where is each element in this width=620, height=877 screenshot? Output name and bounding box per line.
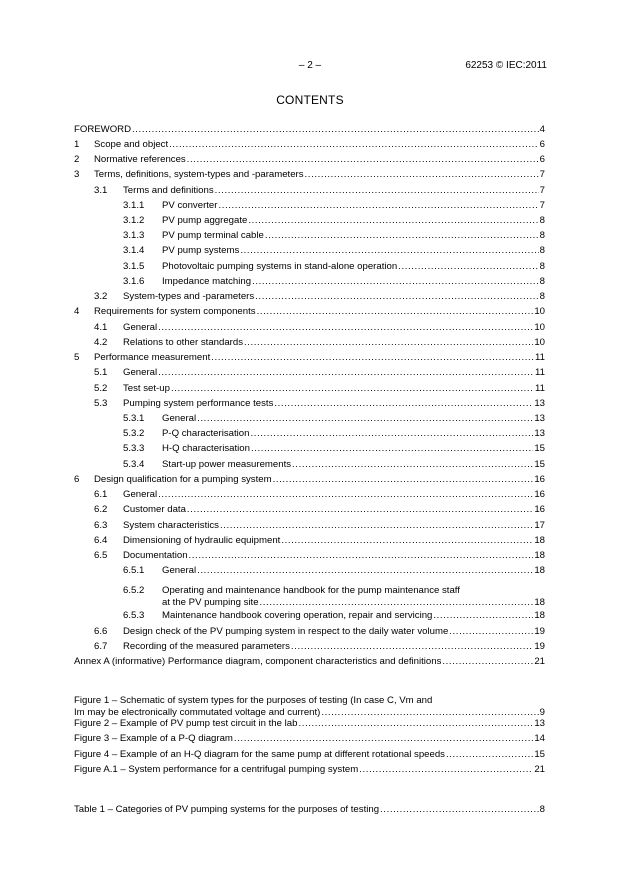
dot-leader [250,428,533,440]
toc-entry-page: 18 [534,610,545,621]
toc-entry-page: 7 [539,169,545,180]
dot-leader [171,383,534,395]
toc-entry-title: Recording of the measured parameters [123,641,290,652]
toc-entry-title: Terms and definitions [123,185,214,196]
toc-entry-title: Photovoltaic pumping systems in stand-alone operation [162,261,398,272]
toc-entry[interactable] [74,169,545,181]
toc-entry-page: 16 [534,489,545,500]
toc-entry-number: 3 [74,169,80,180]
dot-leader [265,230,539,242]
toc-entry-number: 3.1.3 [123,230,145,241]
toc-entry-title: P-Q characterisation [162,428,250,439]
toc-entry-page: 16 [534,504,545,515]
toc-entry-title: Start-up power measurements [162,459,292,470]
toc-entry-title: Normative references [94,154,186,165]
toc-entry[interactable] [123,276,545,288]
dot-leader [158,367,534,379]
toc-entry-number: 3.1.4 [123,245,145,256]
toc-entry[interactable] [94,504,545,516]
toc-entry[interactable] [123,245,545,257]
toc-entry-number: 6.2 [94,504,108,515]
toc-entry-number: 2 [74,154,80,165]
toc-entry-page: 10 [534,337,545,348]
figure-entry[interactable] [74,695,545,719]
toc-entry[interactable] [123,585,545,609]
toc-entry-title: Documentation [123,550,188,561]
figure-entry-title: Figure A.1 – System performance for a centrifugal pumping system [74,764,359,775]
toc-entry[interactable] [123,261,545,273]
dot-leader [380,804,539,816]
dot-leader [244,337,533,349]
toc-entry-number: 6.7 [94,641,108,652]
toc-entry-page: 8 [539,215,545,226]
toc-entry[interactable] [94,367,545,379]
contents-title: CONTENTS [276,93,344,107]
dot-leader [197,413,533,425]
dot-leader [359,764,533,776]
toc-entry-number: 6.1 [94,489,108,500]
toc-entry-page: 21 [534,656,545,667]
page-number: – 2 – [298,60,322,71]
dot-leader [305,169,539,181]
toc-entry-title: Performance measurement [94,352,211,363]
dot-leader [240,245,538,257]
toc-entry[interactable] [123,230,545,242]
toc-entry[interactable] [74,656,545,668]
toc-entry-page: 8 [539,291,545,302]
toc-entry-title: PV converter [162,200,218,211]
toc-entry-title: System-types and -parameters [123,291,255,302]
table-entry-page: 8 [539,804,545,815]
toc-entry[interactable] [123,200,545,212]
toc-entry[interactable] [94,535,545,547]
toc-entry-page: 6 [539,154,545,165]
toc-entry-page: 18 [534,597,545,608]
toc-entry-number: 3.1 [94,185,108,196]
toc-entry-number: 5.2 [94,383,108,394]
toc-entry-page: 8 [539,230,545,241]
toc-entry-number: 3.1.5 [123,261,145,272]
toc-entry-title: General [123,322,158,333]
toc-entry-number: 5.3.3 [123,443,145,454]
dot-leader [433,610,533,622]
toc-entry-title: Design qualification for a pumping system [94,474,272,485]
toc-entry-page: 13 [534,428,545,439]
figure-entry[interactable] [74,764,545,776]
dot-leader [446,749,533,761]
toc-entry[interactable] [123,610,545,622]
toc-entry[interactable] [94,383,545,395]
toc-entry[interactable] [123,443,545,455]
dot-leader [449,626,533,638]
dot-leader [158,489,533,501]
toc-entry-title: General [162,565,197,576]
toc-entry-page: 19 [534,641,545,652]
table-entry-title: Table 1 – Categories of PV pumping systems for the purposes of testing [74,804,380,815]
toc-entry-number: 5.3.4 [123,459,145,470]
dot-leader [189,550,534,562]
figure-entry[interactable] [74,749,545,761]
toc-entry-page: 6 [539,139,545,150]
toc-entry-title: Design check of the PV pumping system in respect to the daily water volume [123,626,449,637]
toc-entry-number: 3.1.6 [123,276,145,287]
dot-leader [215,185,539,197]
toc-entry[interactable] [94,641,545,653]
toc-entry-page: 7 [539,200,545,211]
toc-entry-page: 19 [534,626,545,637]
dot-leader [292,459,533,471]
toc-entry-number: 5.1 [94,367,108,378]
dot-leader [442,656,533,668]
figure-entry[interactable] [74,733,545,745]
toc-entry-number: 4.2 [94,337,108,348]
figure-entry-page: 13 [534,718,545,729]
toc-entry-title: Maintenance handbook covering operation, repair and servicing [162,610,433,621]
toc-entry[interactable] [94,185,545,197]
dot-leader [218,200,538,212]
figure-entry-page: 21 [534,764,545,775]
toc-entry-page: 10 [534,322,545,333]
toc-entry[interactable] [123,215,545,227]
toc-entry-number: 3.1.1 [123,200,145,211]
dot-leader [252,276,539,288]
toc-entry[interactable] [74,154,545,166]
toc-entry-title: PV pump terminal cable [162,230,264,241]
toc-entry-page: 16 [534,474,545,485]
toc-entry-title: Annex A (informative) Performance diagram, component characteristics and definitions [74,656,442,667]
dot-leader [274,398,533,410]
dot-leader [211,352,534,364]
toc-entry-number: 4.1 [94,322,108,333]
toc-entry-page: 18 [534,565,545,576]
dot-leader [251,443,533,455]
figure-entry-title: Im may be electronically commutated voltage and current) [74,707,321,718]
toc-entry-title: FOREWORD [74,124,132,135]
figure-entry-title-line1: Figure 1 – Schematic of system types for the purposes of testing (In case C, Vm and [74,695,433,706]
toc-entry-page: 7 [539,185,545,196]
toc-entry-title: General [123,489,158,500]
toc-entry-number: 6.4 [94,535,108,546]
toc-entry-page: 4 [539,124,545,135]
toc-entry-page: 11 [535,367,545,378]
toc-entry[interactable] [123,428,545,440]
toc-entry[interactable] [74,352,545,364]
toc-entry[interactable] [94,398,545,410]
toc-entry[interactable] [123,565,545,577]
toc-entry[interactable] [123,459,545,471]
toc-entry-page: 11 [535,352,545,363]
toc-entry-title: H-Q characterisation [162,443,250,454]
dot-leader [291,641,533,653]
toc-entry[interactable] [74,124,545,136]
toc-entry[interactable] [94,550,545,562]
toc-entry-number: 6.3 [94,520,108,531]
dot-leader [255,291,538,303]
dot-leader [281,535,533,547]
toc-entry[interactable] [123,413,545,425]
toc-entry-page: 15 [534,443,545,454]
figure-entry-title: Figure 4 – Example of an H-Q diagram for the same pump at different rotational speeds [74,749,445,760]
toc-entry-title: Dimensioning of hydraulic equipment [123,535,281,546]
dot-leader [187,154,539,166]
toc-entry-page: 15 [534,459,545,470]
toc-entry-page: 18 [534,535,545,546]
toc-entry-title: at the PV pumping site [162,597,259,608]
toc-entry[interactable] [74,306,545,318]
toc-entry-title: Customer data [123,504,186,515]
toc-entry-title: Requirements for system components [94,306,256,317]
toc-entry-number: 6.5.3 [123,610,145,621]
figure-entry-page: 15 [534,749,545,760]
toc-entry-title: Scope and object [94,139,169,150]
table-entry[interactable] [74,804,545,816]
figure-entry[interactable] [74,718,545,730]
toc-entry[interactable] [94,291,545,303]
toc-entry-title: General [123,367,158,378]
toc-entry-title: Relations to other standards [123,337,243,348]
toc-entry[interactable] [94,626,545,638]
toc-entry-number: 3.2 [94,291,108,302]
figure-entry-page: 14 [534,733,545,744]
toc-entry-number: 6.5 [94,550,108,561]
toc-entry-page: 11 [535,383,545,394]
toc-entry-number: 6 [74,474,80,485]
toc-entry-number: 5 [74,352,80,363]
toc-entry-number: 3.1.2 [123,215,145,226]
toc-entry-page: 17 [534,520,545,531]
dot-leader [260,597,534,609]
dot-leader [187,504,533,516]
toc-entry-number: 5.3.2 [123,428,145,439]
figure-entry-page: 9 [539,707,545,718]
dot-leader [248,215,538,227]
toc-entry-title: Test set-up [123,383,170,394]
toc-entry-title: Terms, definitions, system-types and -parameters [94,169,304,180]
toc-entry-title: PV pump aggregate [162,215,248,226]
toc-entry-title: General [162,413,197,424]
toc-entry-title: System characteristics [123,520,219,531]
toc-entry-title-line1: Operating and maintenance handbook for the pump maintenance staff [162,585,460,596]
dot-leader [197,565,533,577]
toc-entry-page: 8 [539,245,545,256]
toc-entry[interactable] [74,139,545,151]
toc-entry-number: 5.3.1 [123,413,145,424]
toc-entry-number: 6.5.2 [123,585,145,596]
dot-leader [298,718,533,730]
figure-entry-title: Figure 2 – Example of PV pump test circuit in the lab [74,718,298,729]
dot-leader [234,733,533,745]
dot-leader [398,261,538,273]
dot-leader [169,139,539,151]
dot-leader [132,124,539,136]
dot-leader [257,306,534,318]
document-reference: 62253 © IEC:2011 [465,60,547,71]
toc-entry-number: 6.6 [94,626,108,637]
toc-entry[interactable] [94,489,545,501]
toc-entry-page: 13 [534,398,545,409]
toc-entry-page: 10 [534,306,545,317]
toc-entry-page: 8 [539,276,545,287]
toc-entry-title: Pumping system performance tests [123,398,274,409]
toc-entry[interactable] [74,474,545,486]
toc-entry-title: Impedance matching [162,276,252,287]
figure-entry-title: Figure 3 – Example of a P-Q diagram [74,733,233,744]
dot-leader [273,474,534,486]
toc-entry-page: 13 [534,413,545,424]
toc-entry-title: PV pump systems [162,245,240,256]
toc-entry-number: 4 [74,306,80,317]
toc-entry[interactable] [94,322,545,334]
toc-entry-number: 6.5.1 [123,565,145,576]
toc-entry-number: 5.3 [94,398,108,409]
toc-entry[interactable] [94,520,545,532]
toc-entry-page: 18 [534,550,545,561]
dot-leader [158,322,533,334]
toc-entry[interactable] [94,337,545,349]
toc-entry-number: 1 [74,139,80,150]
dot-leader [220,520,533,532]
toc-entry-page: 8 [539,261,545,272]
